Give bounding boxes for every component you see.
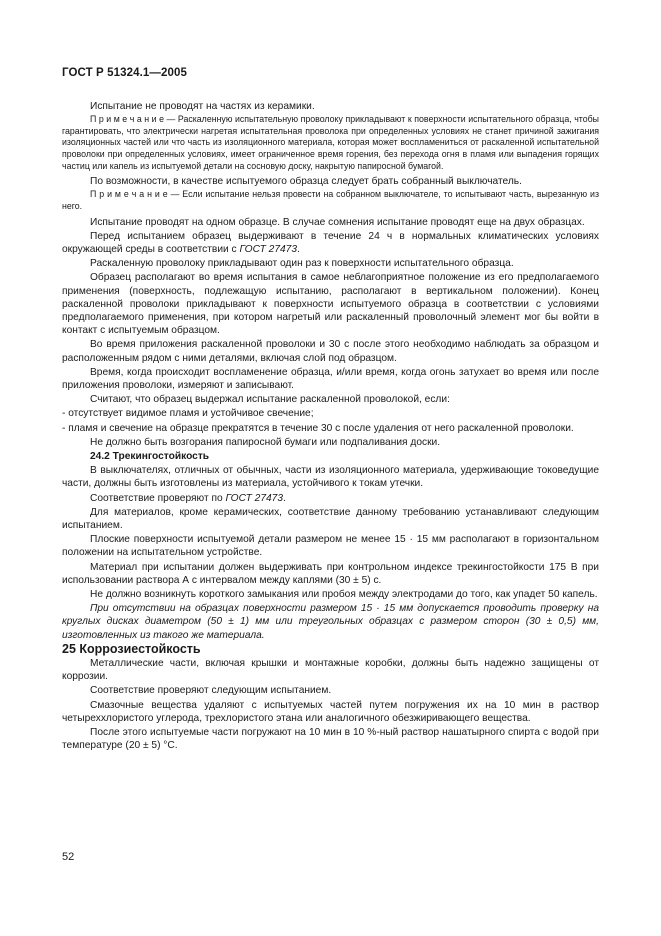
note-paragraph [62, 114, 599, 172]
paragraph-text: — Если испытание нельзя провести на собранном выключателе, то испытывают часть, вырезанную из него. [62, 189, 599, 211]
paragraph [62, 657, 599, 683]
paragraph-text: - отсутствует видимое пламя и устойчивое свечение; [62, 408, 314, 420]
paragraph-text: — Раскаленную испытательную проволоку прикладывают к поверхности испытательного образца, чтобы гарантировать, что электрически нагретая испытательная проволока при определенных условиях не станет причиной зажигания изоляционных частей или что часть из изоляционного материала, которая может воспламениться от раскаленной испытательной проволоки при определенных условиях, имеет ограниченное время горения, без перехода огня в пламя или выпадения горящих частиц или капель из испытуемой детали на сосновую доску, накрытую папиросной бумагой. [62, 114, 599, 171]
subsection-heading [62, 450, 599, 463]
paragraph-text: Время, когда происходит воспламенение образца, и/или время, когда огонь затухает во время или после приложения проволоки, измеряют и записывают. [62, 366, 599, 391]
document-body [62, 100, 599, 753]
standard-reference: ГОСТ 27473 [239, 243, 297, 255]
paragraph [62, 100, 599, 113]
paragraph [62, 726, 599, 752]
paragraph [62, 533, 599, 559]
paragraph-text: Металлические части, включая крышки и монтажные коробки, должны быть надежно защищены от коррозии. [62, 658, 599, 683]
paragraph-tail: . [283, 492, 286, 504]
paragraph [62, 366, 599, 392]
paragraph [62, 230, 599, 256]
paragraph [62, 506, 599, 532]
paragraph [62, 561, 599, 587]
paragraph-text: Раскаленную проволоку прикладывают один раз к поверхности испытательного образца. [90, 258, 514, 270]
page-number: 52 [62, 851, 75, 863]
paragraph [62, 393, 599, 406]
paragraph-text: В выключателях, отличных от обычных, части из изоляционного материала, удерживающие токоведущие части, должны быть изготовлены из материала, устойчивого к токам утечки. [62, 465, 599, 490]
paragraph-text: Материал при испытании должен выдерживать при контрольном индексе трекингостойкости 175 В при использовании раствора А с интервалом между каплями (30 ± 5) с. [62, 561, 599, 586]
note-label: П р и м е ч а н и е [90, 189, 168, 200]
paragraph [62, 699, 599, 725]
paragraph-text: После этого испытуемые части погружают на 10 мин в 10 %-ный раствор нашатырного спирта с водой при температуре (20 ± 5) °С. [62, 727, 599, 752]
paragraph-text: Соответствие проверяют по [90, 492, 226, 504]
section-heading [62, 643, 599, 656]
paragraph-text: Не должно быть возгорания папиросной бумаги или подпаливания доски. [90, 436, 441, 448]
paragraph-text: Для материалов, кроме керамических, соответствие данному требованию устанавливают следующим испытанием. [62, 506, 599, 532]
paragraph [62, 464, 599, 490]
list-item [62, 407, 599, 420]
paragraph-text: Испытание не проводят на частях из керамики. [90, 101, 315, 112]
paragraph-text: При отсутствии на образцах поверхности размером 15 · 15 мм допускается проводить проверку на круглых дисках диаметром (50 ± 1) мм или треугольных образцах с размером сторон (30 ± 0,5) мм, изготовленных из такого же материала. [62, 603, 599, 641]
paragraph [62, 271, 599, 337]
paragraph [62, 588, 599, 601]
standard-reference: ГОСТ 27473 [225, 492, 284, 504]
paragraph [62, 175, 599, 188]
paragraph-text: 25 Коррозиестойкость [62, 641, 201, 656]
paragraph-text: Плоские поверхности испытуемой детали размером не менее 15 · 15 мм располагают в горизонтальном положении на испытательном устройстве. [62, 534, 599, 559]
paragraph-text: Испытание проводят на одном образце. В случае сомнения испытание проводят еще на двух образцах. [90, 216, 585, 228]
paragraph-text: Образец располагают во время испытания в самое неблагоприятное положение из его предполагаемого применения (поверхность, подлежащую испытанию, располагают в вертикальном положении). Конец раскаленной проволоки прикладывают к поверхности испытуемого образца в соответствии с условиями предполагаемого применения, при котором нагретый или раскаленный проволочный элемент мог бы войти в контакт с испытуемым образцом. [62, 272, 599, 337]
list-item [62, 422, 599, 435]
paragraph-tail: . [297, 243, 300, 255]
paragraph-text: Во время приложения раскаленной проволоки и 30 с после этого необходимо наблюдать за образцом и расположенным рядом с ними деталями, включая слой под образцом. [62, 339, 599, 364]
paragraph-text: - пламя и свечение на образце прекратятся в течение 30 с после удаления от него раскаленной проволоки. [62, 422, 574, 434]
paragraph-text: 24.2 Трекингостойкость [90, 451, 210, 463]
paragraph-text: Смазочные вещества удаляют с испытуемых частей путем погружения их на 10 мин в раствор четыреххлористого углерода, трехлористого этана или аналогичного обезжиривающего вещества. [62, 699, 599, 724]
paragraph [62, 684, 599, 697]
italic-paragraph [62, 602, 599, 642]
paragraph [62, 492, 599, 505]
paragraph [62, 257, 599, 270]
paragraph-text: Не должно возникнуть короткого замыкания или пробоя между электродами до того, как упадет 50 капель. [90, 589, 598, 601]
paragraph-text: Перед испытанием образец выдерживают в течение 24 ч в нормальных климатических условиях окружающей среды в соответствии с [62, 230, 599, 255]
standard-header: ГОСТ Р 51324.1—2005 [62, 67, 187, 79]
note-paragraph [62, 189, 599, 212]
paragraph-text: По возможности, в качестве испытуемого образца следует брать собранный выключатель. [90, 176, 522, 188]
note-label: П р и м е ч а н и е [90, 114, 165, 125]
paragraph [62, 338, 599, 364]
paragraph-text: Считают, что образец выдержал испытание раскаленной проволокой, если: [90, 394, 450, 406]
paragraph [62, 436, 599, 449]
paragraph-text: Соответствие проверяют следующим испытанием. [90, 685, 332, 697]
paragraph [62, 216, 599, 229]
